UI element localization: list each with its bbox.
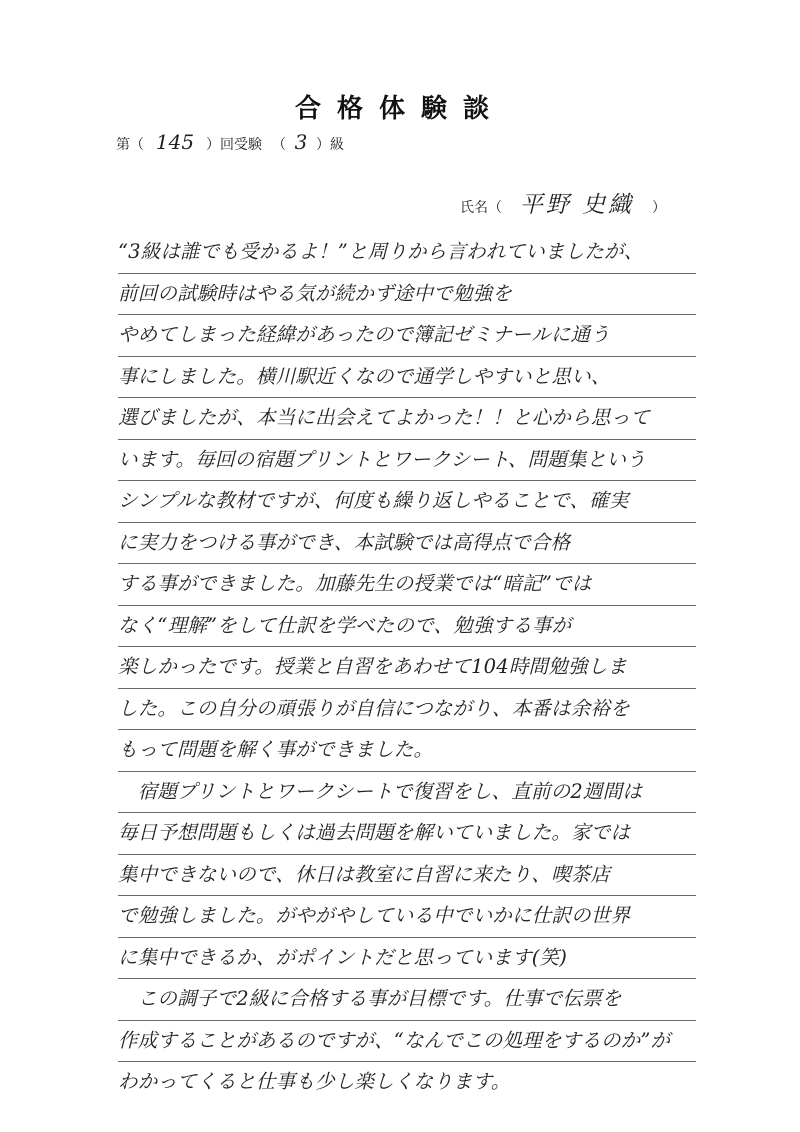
page-title: 合格体験談 xyxy=(294,94,505,124)
author-name: 平野 史織 xyxy=(519,192,635,218)
essay-line: 集中できないので、休日は教室に自習に来たり、喫茶店 xyxy=(118,855,696,897)
essay-line: やめてしまった経緯があったので簿記ゼミナールに通う xyxy=(118,315,696,357)
essay-line: する事ができました。加藤先生の授業では“暗記”では xyxy=(118,564,696,606)
name-line xyxy=(460,186,666,219)
level-close: ）級 xyxy=(316,137,344,153)
essay-line: “3級は誰でも受かるよ！”と周りから言われていましたが、 xyxy=(118,232,696,274)
session-prefix: 第（ xyxy=(116,137,144,153)
essay-line: で勉強しました。がやがやしている中でいかに仕訳の世界 xyxy=(118,896,696,938)
exam-session-line xyxy=(116,130,344,154)
essay-line: います。毎回の宿題プリントとワークシート、問題集という xyxy=(118,440,696,482)
level-open: （ xyxy=(272,137,286,153)
essay-line: なく“理解”をして仕訳を学べたので、勉強する事が xyxy=(118,606,696,648)
essay-line: 宿題プリントとワークシートで復習をし、直前の2週間は xyxy=(118,772,696,814)
essay-line: に集中できるか、がポイントだと思っています(笑) xyxy=(118,938,696,980)
essay-line: 毎日予想問題もしくは過去問題を解いていました。家では xyxy=(118,813,696,855)
essay-line: 作成することがあるのですが、“なんでこの処理をするのか”が xyxy=(118,1021,696,1063)
essay-line: もって問題を解く事ができました。 xyxy=(118,730,696,772)
exam-level: 3 xyxy=(294,130,308,154)
essay-line: シンプルな教材ですが、何度も繰り返しやることで、確実 xyxy=(118,481,696,523)
essay-line: 楽しかったです。授業と自習をあわせて104時間勉強しま xyxy=(118,647,696,689)
essay-line: 選びましたが、本当に出会えてよかった！！と心から思って xyxy=(118,398,696,440)
essay-line: した。この自分の頑張りが自信につながり、本番は余裕を xyxy=(118,689,696,731)
session-suffix: ）回受験 xyxy=(206,137,262,153)
essay-line: 事にしました。横川駅近くなので通学しやすいと思い、 xyxy=(118,357,696,399)
handwritten-essay xyxy=(118,232,696,1104)
name-close: ） xyxy=(652,200,666,216)
essay-line: この調子で2級に合格する事が目標です。仕事で伝票を xyxy=(118,979,696,1021)
essay-line: に実力をつける事ができ、本試験では高得点で合格 xyxy=(118,523,696,565)
essay-line: 前回の試験時はやる気が続かず途中で勉強を xyxy=(118,274,696,316)
session-number: 145 xyxy=(155,130,195,154)
essay-line: わかってくると仕事も少し楽しくなります。 xyxy=(118,1070,511,1093)
name-label: 氏名（ xyxy=(460,200,502,216)
